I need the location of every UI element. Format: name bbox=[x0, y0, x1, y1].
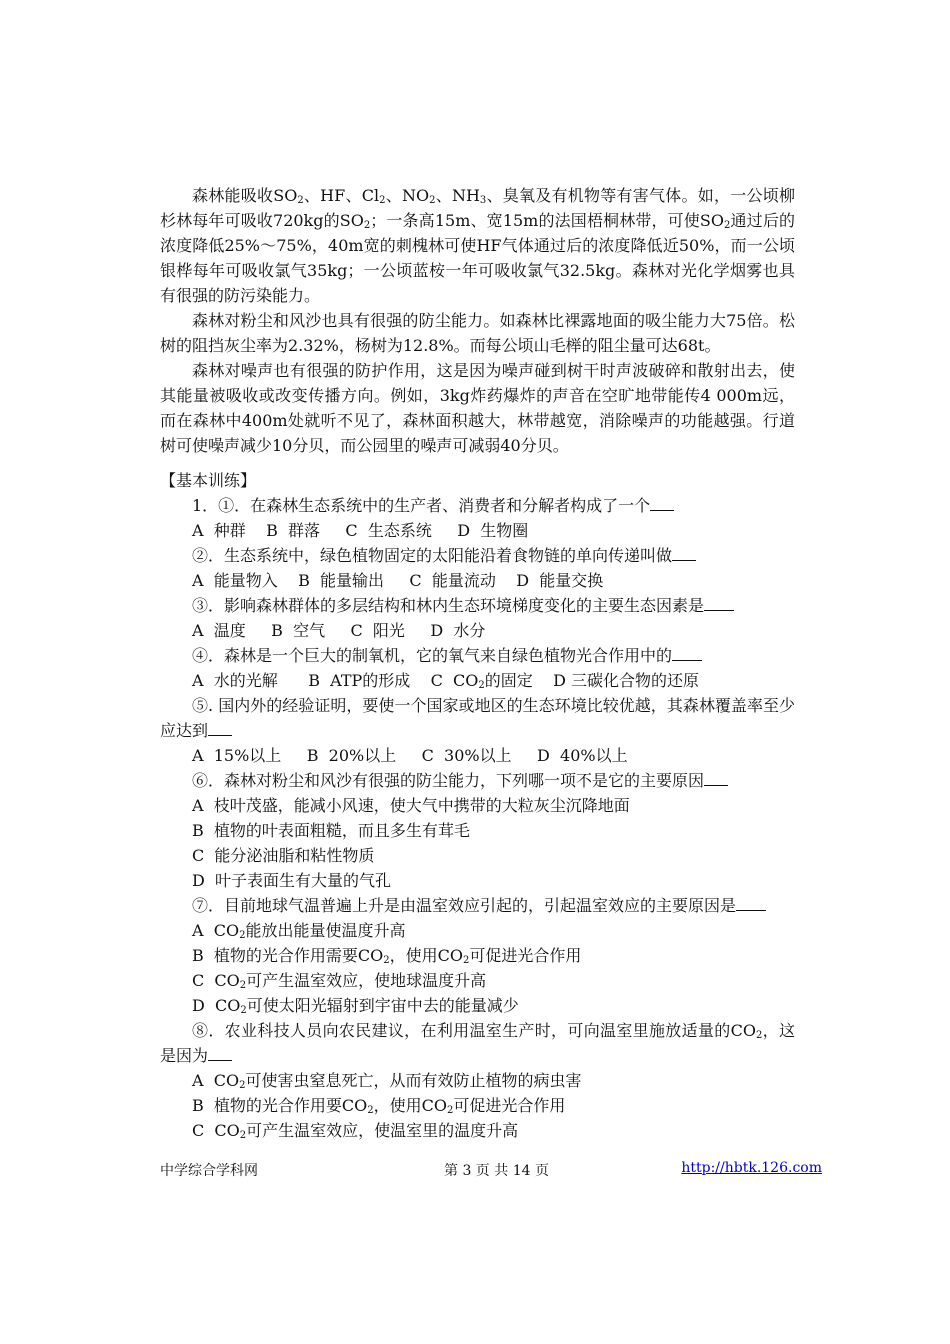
question-7-stem: ⑦．目前地球气温普遍上升是由温室效应引起的，引起温室效应的主要原因是 bbox=[160, 893, 795, 918]
question-7-option-d: D $CO_2$可使太阳光辐射到宇宙中去的能量减少 bbox=[192, 996, 519, 1016]
question-6-option-c: C 能分泌油脂和粘性物质 bbox=[192, 846, 375, 865]
question-1-stem: 1．①．在森林生态系统中的生产者、消费者和分解者构成了一个 bbox=[160, 493, 795, 518]
question-5-stem: ⑤. 国内外的经验证明，要使一个国家或地区的生态环境比较优越，其森林覆盖率至少应达到 bbox=[160, 696, 795, 740]
question-4-options: A 水的光解 B ATP的形成 C $CO_2$的固定 D 三碳化合物的还原 bbox=[192, 671, 700, 691]
question-1-options: A 种群 B 群落 C 生态系统 D 生物圈 bbox=[192, 521, 529, 540]
answer-blank[interactable] bbox=[208, 719, 232, 736]
question-6-stem: ⑥．森林对粉尘和风沙有很强的防尘能力，下列哪一项不是它的主要原因 bbox=[160, 768, 795, 793]
question-7-option-c: C $CO_2$可产生温室效应，使地球温度升高 bbox=[192, 971, 487, 991]
question-6-option-d: D 叶子表面生有大量的气孔 bbox=[192, 871, 392, 890]
question-5-options: A 15%以上 B 20%以上 C 30%以上 D 40%以上 bbox=[192, 746, 628, 765]
question-8-option-b: B 植物的光合作用要$CO_2$，使用$CO_2$可促进光合作用 bbox=[192, 1096, 566, 1116]
answer-blank[interactable] bbox=[672, 644, 702, 661]
question-7-option-a: A $CO_2$能放出能量使温度升高 bbox=[192, 921, 406, 941]
answer-blank[interactable] bbox=[208, 1044, 232, 1061]
answer-blank[interactable] bbox=[704, 594, 734, 611]
paragraph-gas-absorption: 森林能吸收$SO_2$、HF、$Cl_2$、$NO_2$、$NH_3$、臭氧及有机物等有害气体。如，一公顷柳杉林每年可吸收720kg的$SO_2$；一条高15m、宽15m的法国梧桐林带，可使$SO_2$通过后的浓度降低25%～75%，40m宽的刺槐林可使HF气体通过后的浓度降低近50%，而一公顷银桦每年可吸收氯气35kg；一公顷蓝桉一年可吸收氯气32.5kg。森林对光化学烟雾也具有很强的防污染能力。 bbox=[160, 186, 795, 305]
question-7-option-b: B 植物的光合作用需要$CO_2$，使用$CO_2$可促进光合作用 bbox=[192, 946, 582, 966]
question-2-options: A 能量物入 B 能量输出 C 能量流动 D 能量交换 bbox=[192, 571, 604, 590]
footer-page-number: 第 3 页 共 14 页 bbox=[444, 1163, 549, 1179]
page-footer bbox=[160, 1160, 822, 1180]
page-content bbox=[160, 183, 795, 1143]
answer-blank[interactable] bbox=[704, 769, 728, 786]
question-6-option-a: A 枝叶茂盛，能减小风速，使大气中携带的大粒灰尘沉降地面 bbox=[192, 796, 630, 815]
answer-blank[interactable] bbox=[672, 544, 696, 561]
paragraph-dust-protection: 森林对粉尘和风沙也具有很强的防尘能力。如森林比裸露地面的吸尘能力大75倍。松树的阻挡灰尘率为2.32%，杨树为12.8%。而每公顷山毛榉的阻尘量可达68t。 bbox=[160, 311, 795, 355]
question-3-options: A 温度 B 空气 C 阳光 D 水分 bbox=[192, 621, 486, 640]
question-8-stem: ⑧．农业科技人员向农民建议，在利用温室生产时，可向温室里施放适量的$CO_2$，这是因为 bbox=[160, 1021, 795, 1065]
paragraph-noise-protection: 森林对噪声也有很强的防护作用，这是因为噪声碰到树干时声波破碎和散射出去，使其能量被吸收或改变传播方向。例如，3kg炸药爆炸的声音在空旷地带能传4 000m远，而在森林中400m处就听不见了，森林面积越大，林带越宽，消除噪声的功能越强。行道树可使噪声减少10分贝，而公园里的噪声可减弱40分贝。 bbox=[160, 361, 795, 455]
answer-blank[interactable] bbox=[650, 494, 674, 511]
answer-blank[interactable] bbox=[736, 894, 766, 911]
question-6-option-b: B 植物的叶表面粗糙，而且多生有茸毛 bbox=[192, 821, 470, 840]
question-4-stem: ④．森林是一个巨大的制氧机，它的氧气来自绿色植物光合作用中的 bbox=[160, 643, 795, 668]
question-2-stem: ②．生态系统中，绿色植物固定的太阳能沿着食物链的单向传递叫做 bbox=[160, 543, 795, 568]
question-8-option-a: A $CO_2$可使害虫窒息死亡，从而有效防止植物的病虫害 bbox=[192, 1071, 582, 1091]
question-8-option-c: C $CO_2$可产生温室效应，使温室里的温度升高 bbox=[192, 1121, 519, 1141]
section-title: 【基本训练】 bbox=[160, 471, 257, 490]
question-3-stem: ③．影响森林群体的多层结构和林内生态环境梯度变化的主要生态因素是 bbox=[160, 593, 795, 618]
footer-site-name: 中学综合学科网 bbox=[160, 1163, 258, 1179]
footer-url-link[interactable]: http://hbtk.126.com bbox=[681, 1160, 822, 1176]
